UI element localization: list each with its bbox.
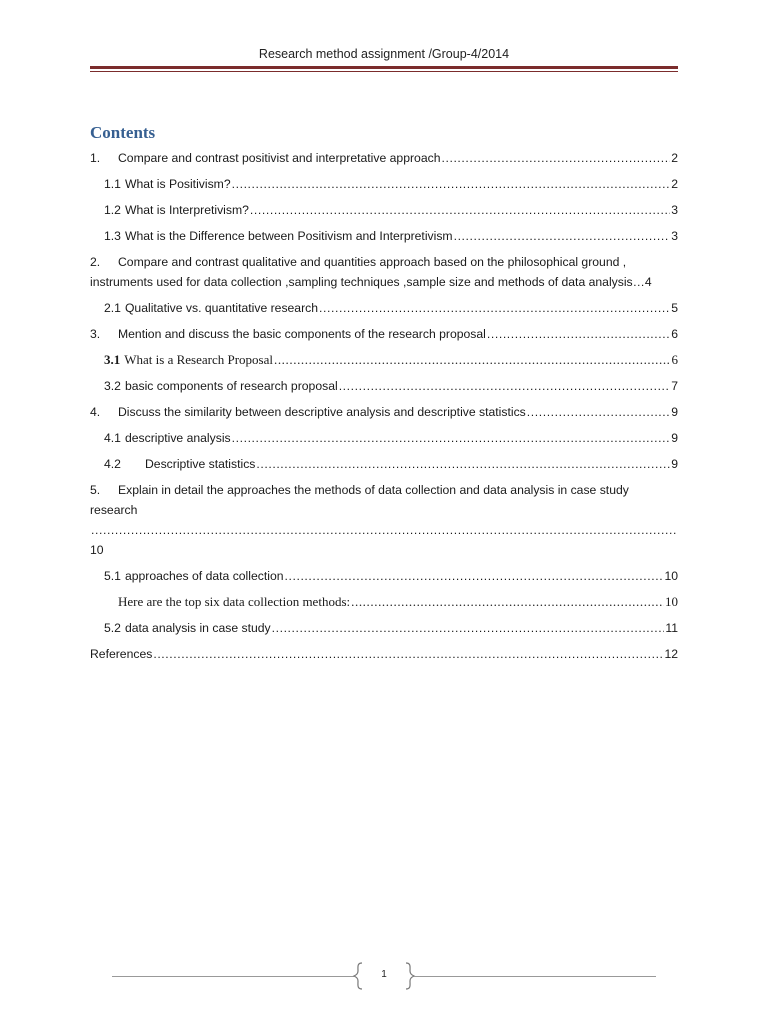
toc-entry-page: 2: [671, 177, 678, 191]
toc-entry-text: What is a Research Proposal: [124, 352, 273, 367]
toc-entry-page: 9: [671, 431, 678, 445]
toc-entry-page: 10: [665, 594, 678, 609]
header-rule-thin: [90, 71, 678, 72]
toc-entry-3[interactable]: [90, 324, 678, 344]
toc-entry-1-1[interactable]: [90, 174, 678, 194]
toc-entry-text: descriptive analysis: [124, 431, 231, 445]
toc-entry-number: 3.: [90, 327, 101, 341]
toc-entry-number: 3.2: [104, 379, 121, 393]
toc-entry-text: Compare and contrast positivist and interpretative approach: [118, 151, 441, 165]
toc-entry-1-2[interactable]: [90, 200, 678, 220]
toc-entry-number: 4.2: [104, 457, 121, 471]
toc-entry-2[interactable]: [90, 252, 678, 292]
toc-entry-text: Compare and contrast qualitative and quantities approach based on the philosophical ground ,: [118, 255, 627, 269]
toc-entry-data-collection-methods[interactable]: [90, 592, 678, 612]
toc-entry-4[interactable]: [90, 402, 678, 422]
toc-title: Contents: [90, 123, 156, 142]
toc-entry-5-2[interactable]: [90, 618, 678, 638]
toc-entry-number: 3.1: [104, 352, 121, 367]
toc-entry-page: 3: [671, 203, 678, 217]
toc-entry-number: 1.2: [104, 203, 121, 217]
toc-entry-page: 12: [664, 647, 678, 661]
toc-entry-page: 3: [671, 229, 678, 243]
toc-entry-number: 4.: [90, 405, 101, 419]
toc-leader: [272, 618, 665, 638]
toc-entry-3-1[interactable]: [90, 350, 678, 370]
running-header: Research method assignment /Group-4/2014: [258, 47, 510, 61]
toc-entry-text: Explain in detail the approaches the methods of data collection and data analysis in case study: [118, 483, 629, 497]
toc-entry-number: 4.1: [104, 431, 121, 445]
toc-leader: [274, 350, 671, 370]
toc-leader: [441, 148, 670, 168]
toc-entry-number: 1.: [90, 151, 101, 165]
footer-rule-left: [112, 976, 354, 977]
toc-entry-page: 9: [671, 405, 678, 419]
toc-entry-text-line2: instruments used for data collection ,sampling techniques ,sample size and methods of data analysis…: [90, 275, 645, 289]
toc-entry-page: 7: [671, 379, 678, 393]
toc-leader: [454, 226, 671, 246]
toc-leader: [250, 200, 670, 220]
header-rule-thick: [90, 66, 678, 69]
toc-leader: [319, 298, 670, 318]
toc-entry-4-2[interactable]: [90, 454, 678, 474]
toc-leader: [351, 592, 664, 612]
toc-entry-line1: [90, 480, 678, 500]
toc-entry-number: 5.2: [104, 621, 121, 635]
toc-leader: [256, 454, 670, 474]
toc-entry-number: 1.3: [104, 229, 121, 243]
toc-entry-page: 6: [671, 352, 678, 367]
header-rule: [90, 66, 678, 72]
toc-entry-number: 2.: [90, 255, 101, 269]
toc-leader: [91, 520, 677, 540]
toc-entry-text: Mention and discuss the basic components of the research proposal: [118, 327, 486, 341]
toc-entry-page: 10: [90, 543, 104, 557]
toc-leader: [232, 174, 671, 194]
toc-entry-page: 4: [644, 275, 652, 289]
toc-leader: [285, 566, 664, 586]
toc-entry-text: basic components of research proposal: [124, 379, 338, 393]
toc-leader: [153, 644, 663, 664]
page-number: 1: [381, 969, 387, 980]
toc-entry-text: What is Interpretivism?: [124, 203, 249, 217]
toc-leader: [527, 402, 670, 422]
toc-entry-text-line2: research: [90, 503, 138, 517]
toc-entry-page: 2: [671, 151, 678, 165]
toc-entry-5-1[interactable]: [90, 566, 678, 586]
toc-entry-number: 2.1: [104, 301, 121, 315]
toc-entry-page: 6: [671, 327, 678, 341]
toc-leader: [487, 324, 670, 344]
toc-entry-2-1[interactable]: [90, 298, 678, 318]
toc-entry-text: Here are the top six data collection methods:: [118, 594, 351, 609]
toc-entry-1-3[interactable]: [90, 226, 678, 246]
toc-entry-5[interactable]: [90, 480, 678, 560]
toc-entry-text: data analysis in case study: [124, 621, 271, 635]
toc-entry-references[interactable]: [90, 644, 678, 664]
toc-entry-number: 1.1: [104, 177, 121, 191]
toc-entry-page: 9: [671, 457, 678, 471]
toc-entry-4-1[interactable]: [90, 428, 678, 448]
toc-leader: [232, 428, 671, 448]
toc-entry-3-2[interactable]: [90, 376, 678, 396]
toc-entry-text: Qualitative vs. quantitative research: [124, 301, 319, 315]
toc-entry-number: 5.: [90, 483, 101, 497]
toc-entry-text: approaches of data collection: [124, 569, 284, 583]
table-of-contents: [90, 148, 678, 664]
toc-entry-1[interactable]: [90, 148, 678, 168]
toc-entry-line1: [90, 252, 678, 272]
toc-entry-text: What is Positivism?: [124, 177, 231, 191]
toc-entry-page: 5: [671, 301, 678, 315]
toc-entry-text: What is the Difference between Positivism and Interpretivism: [124, 229, 453, 243]
toc-entry-page: 10: [664, 569, 678, 583]
toc-entry-number: 5.1: [104, 569, 121, 583]
toc-entry-text: Discuss the similarity between descriptive analysis and descriptive statistics: [118, 405, 526, 419]
footer-rule-right: [414, 976, 656, 977]
toc-entry-text: References: [90, 647, 153, 661]
toc-entry-text: Descriptive statistics: [145, 457, 256, 471]
toc-leader: [339, 376, 671, 396]
toc-entry-page: 11: [665, 621, 678, 635]
